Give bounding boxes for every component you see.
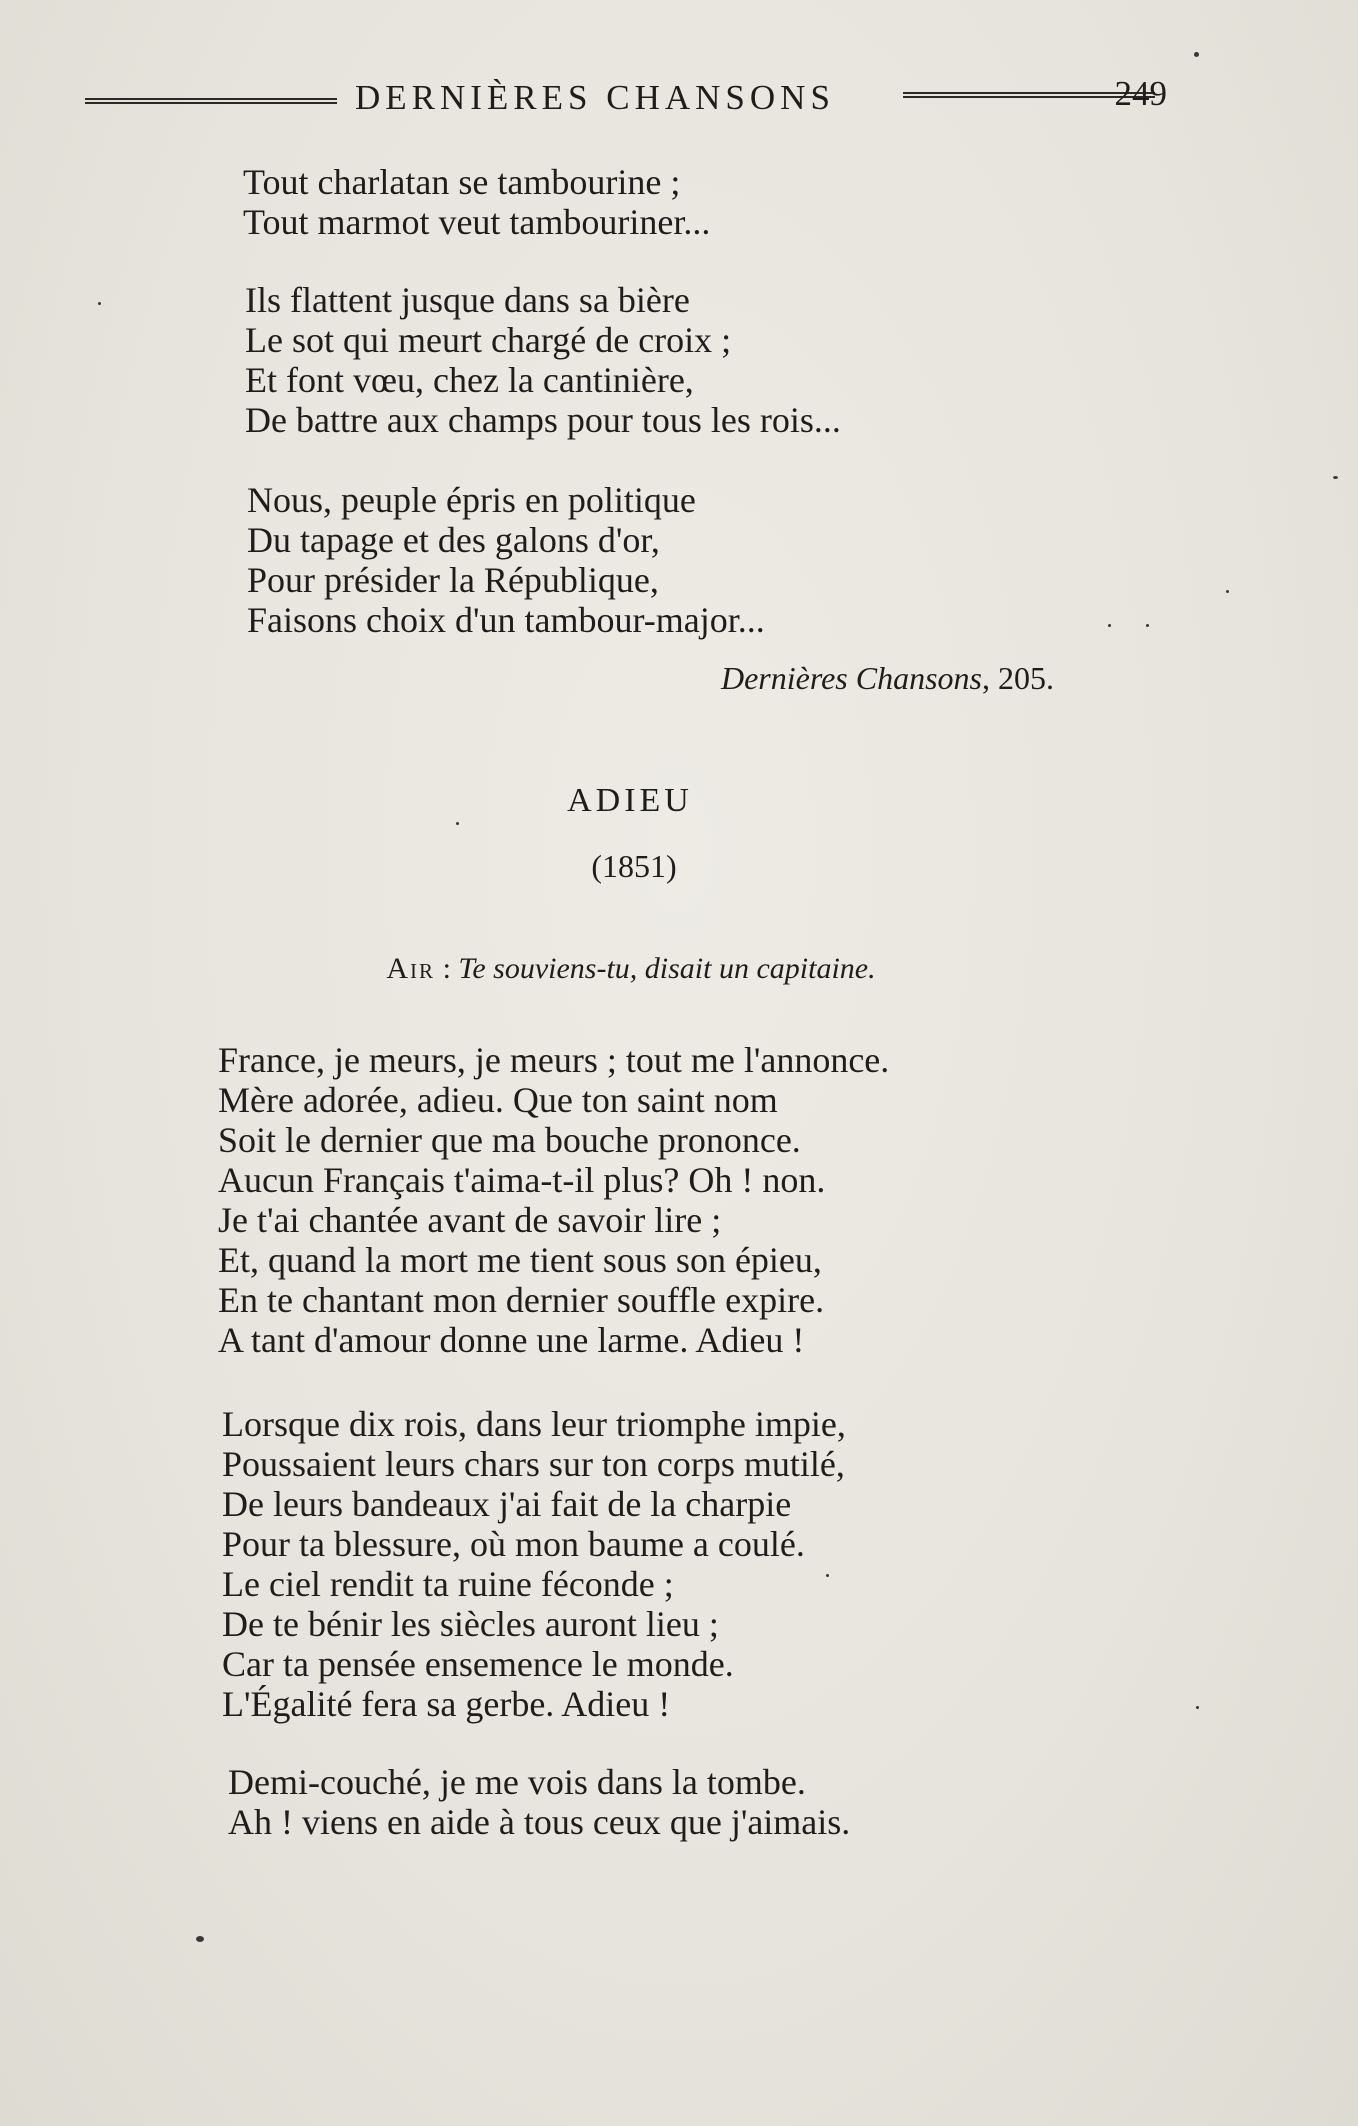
citation <box>600 660 1054 697</box>
running-title: DERNIÈRES CHANSONS <box>355 78 835 117</box>
verse-line: De battre aux champs pour tous les rois... <box>245 400 841 440</box>
verse-line: Du tapage et des galons d'or, <box>247 520 660 560</box>
paper-speck <box>196 1936 204 1942</box>
song-year: (1851) <box>591 848 677 884</box>
verse-line: France, je meurs, je meurs ; tout me l'annonce. <box>218 1040 890 1080</box>
page-number: 249 <box>1114 74 1167 113</box>
paper-speck <box>1194 52 1199 57</box>
verse-line: Nous, peuple épris en politique <box>247 480 696 520</box>
paper-speck <box>1146 624 1149 627</box>
verse-line: Faisons choix d'un tambour-major... <box>247 600 765 640</box>
header-rule-left <box>85 98 337 104</box>
verse-line: A tant d'amour donne une larme. Adieu ! <box>218 1320 805 1360</box>
verse-line: Car ta pensée ensemence le monde. <box>222 1644 734 1684</box>
verse-line: Aucun Français t'aima-t-il plus? Oh ! non. <box>218 1160 826 1200</box>
air-separator: : <box>435 952 459 985</box>
verse-line: Ils flattent jusque dans sa bière <box>245 280 690 320</box>
verse-line: L'Égalité fera sa gerbe. Adieu ! <box>222 1684 671 1724</box>
running-header <box>85 74 1167 120</box>
verse-line: Tout marmot veut tambouriner... <box>243 202 711 242</box>
citation-page: , 205. <box>982 660 1054 696</box>
verse-line: Je t'ai chantée avant de savoir lire ; <box>218 1200 722 1240</box>
verse-line: Pour présider la République, <box>247 560 659 600</box>
stanza-top-1 <box>243 162 710 242</box>
paper-speck <box>826 1574 829 1577</box>
stanza-song-3 <box>228 1762 850 1842</box>
verse-line: Tout charlatan se tambourine ; <box>243 162 681 202</box>
paper-speck <box>1108 624 1111 627</box>
verse-line: Et, quand la mort me tient sous son épieu, <box>218 1240 822 1280</box>
stanza-song-1 <box>218 1040 889 1360</box>
verse-line: Soit le dernier que ma bouche prononce. <box>218 1120 801 1160</box>
verse-line: Et font vœu, chez la cantinière, <box>245 360 694 400</box>
verse-line: De te bénir les siècles auront lieu ; <box>222 1604 719 1644</box>
air-label: Air <box>386 952 436 985</box>
citation-title: Dernières Chansons <box>720 660 982 696</box>
verse-line: En te chantant mon dernier souffle expire. <box>218 1280 825 1320</box>
air-line <box>0 952 1262 986</box>
song-title: ADIEU <box>567 782 693 819</box>
verse-line: Le sot qui meurt chargé de croix ; <box>245 320 732 360</box>
verse-line: Lorsque dix rois, dans leur triomphe impie, <box>222 1404 846 1444</box>
paper-speck <box>1226 590 1229 593</box>
stanza-song-2 <box>222 1404 846 1724</box>
stanza-top-2 <box>245 280 841 440</box>
verse-line: De leurs bandeaux j'ai fait de la charpie <box>222 1484 792 1524</box>
paper-speck <box>1333 476 1338 479</box>
verse-line: Poussaient leurs chars sur ton corps mutilé, <box>222 1444 845 1484</box>
paper-speck <box>98 302 101 305</box>
paper-speck <box>456 822 459 825</box>
verse-line: Pour ta blessure, où mon baume a coulé. <box>222 1524 805 1564</box>
verse-line: Le ciel rendit ta ruine féconde ; <box>222 1564 674 1604</box>
verse-line: Ah ! viens en aide à tous ceux que j'aimais. <box>228 1802 851 1842</box>
verse-line: Mère adorée, adieu. Que ton saint nom <box>218 1080 778 1120</box>
paper-speck <box>1196 1706 1199 1709</box>
air-tune: Te souviens-tu, disait un capitaine. <box>458 952 876 985</box>
stanza-top-3 <box>247 480 765 640</box>
verse-line: Demi-couché, je me vois dans la tombe. <box>228 1762 806 1802</box>
